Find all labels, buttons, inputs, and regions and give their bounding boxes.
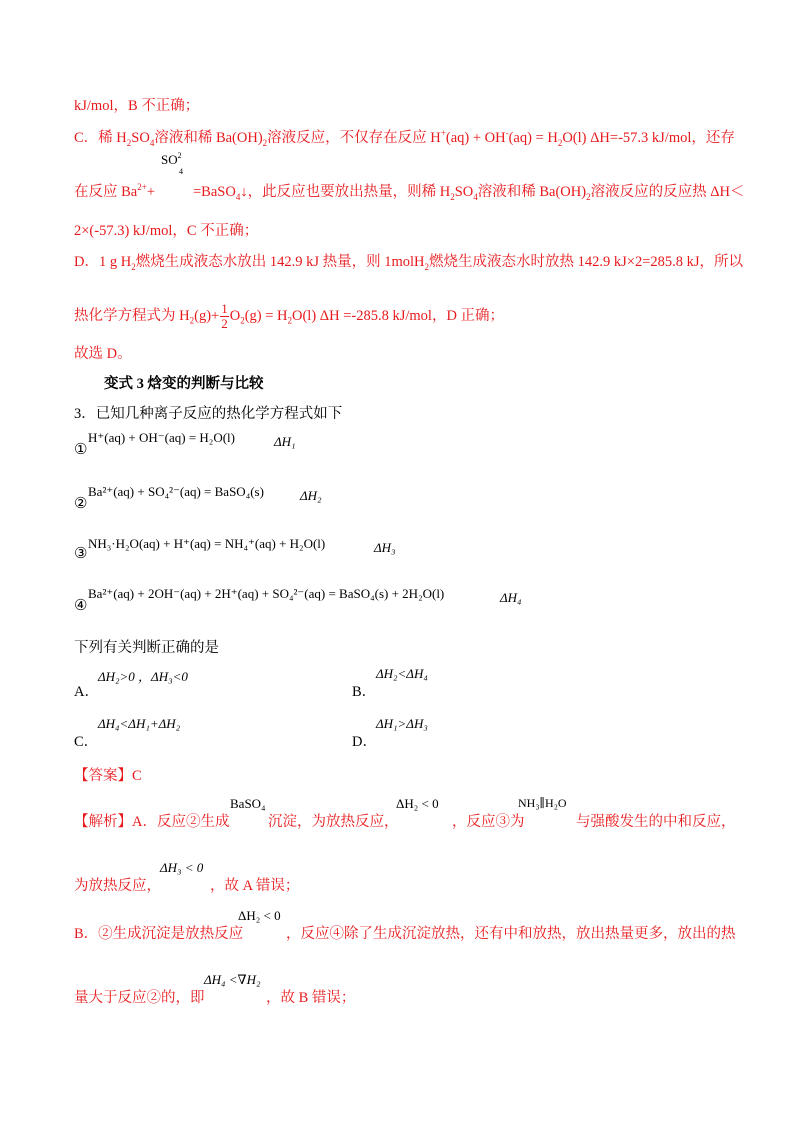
- text-line-4: [74, 221, 258, 241]
- text-line-7: [74, 344, 132, 364]
- option-expr: ΔH₁>ΔH₃: [376, 716, 428, 731]
- t: BaSO₄: [230, 796, 266, 811]
- explanation-line-1: [74, 796, 736, 831]
- t: 2: [240, 315, 245, 326]
- eq-dh: ΔH₃: [374, 540, 396, 555]
- t: 2+: [137, 182, 147, 193]
- explanation-line-3: [74, 908, 736, 943]
- text-l1: kJ/mol，B 不正确；: [74, 98, 200, 114]
- t: 4: [179, 167, 183, 176]
- t: 燃烧生成液态水放出 142.9 kJ 热量，则 1molH: [135, 254, 425, 270]
- fraction-one-half: $\frac{1}{2}$: [221, 301, 228, 331]
- t: ΔH₂ < 0: [396, 796, 439, 811]
- t: (aq) = H: [508, 130, 558, 146]
- option-expr: ΔH₂<ΔH₄: [376, 666, 428, 681]
- t: 溶液和稀 Ba(OH): [477, 184, 587, 200]
- t: 溶液反应，不仅存在反应 H: [267, 130, 441, 146]
- t: 2×(-57.3) kJ/mol，C 不正确；: [74, 223, 259, 239]
- t: ，反应③为: [452, 814, 525, 830]
- explanation-line-4: [74, 972, 356, 1007]
- explanation-line-2: [74, 860, 300, 895]
- t: NH₃∥H₂O: [518, 796, 567, 810]
- option-letter: A．: [74, 684, 99, 700]
- t: 在反应 Ba: [74, 184, 138, 200]
- equation-2: [74, 484, 322, 513]
- t: 热化学方程式为 H: [74, 307, 190, 324]
- t: (g) = H: [244, 307, 288, 324]
- t: 2: [131, 261, 136, 272]
- t: 2: [586, 191, 591, 202]
- t: (aq) + OH: [445, 130, 506, 146]
- eq-formula: H⁺(aq) + OH⁻(aq) = H₂O(l): [88, 430, 235, 445]
- t: 与强酸发生的中和反应，: [576, 814, 736, 830]
- t: 2: [557, 137, 563, 148]
- section-heading: 变式 3 焓变的判断与比较: [104, 376, 264, 392]
- t: 4: [473, 191, 478, 202]
- t: SO: [131, 130, 150, 146]
- t: O(l) ΔH =-285.8 kJ/mol，D 正确；: [292, 307, 505, 324]
- t: -: [505, 128, 509, 139]
- t: O(l) ΔH=-57.3 kJ/mol，还存: [562, 130, 735, 146]
- eq-dh: ΔH₁: [274, 434, 296, 449]
- t: 量大于反应②的，即: [74, 990, 205, 1006]
- eq-number: ②: [74, 496, 88, 512]
- t: $SO^2$: [161, 151, 182, 167]
- equation-3: [74, 536, 396, 563]
- t: =BaSO: [193, 184, 236, 200]
- t: ΔH₃ < 0: [160, 860, 204, 875]
- sulfate-ion: [155, 151, 193, 196]
- t: +: [146, 184, 155, 200]
- eq-number: ④: [74, 598, 88, 614]
- eq-dh: ΔH₂: [300, 488, 322, 503]
- t: 2: [189, 315, 195, 326]
- text-line-6: [74, 302, 504, 331]
- eq-formula: Ba²⁺(aq) + 2OH⁻(aq) + 2H⁺(aq) + SO₄²⁻(aq) = BaSO₄(s) + 2H₂O(l): [88, 586, 445, 601]
- t: ΔH₄ <∇H₂: [204, 972, 261, 987]
- t: 2: [450, 191, 455, 202]
- t: 沉淀，为放热反应，: [268, 814, 399, 830]
- eq-formula: Ba²⁺(aq) + SO₄²⁻(aq) = BaSO₄(s): [88, 484, 264, 499]
- option-expr: ΔH₄<ΔH₁+ΔH₂: [98, 716, 181, 731]
- t: 燃烧生成液态水时放热 142.9 kJ×2=285.8 kJ，所以: [429, 254, 744, 270]
- t: 为放热反应，: [74, 878, 161, 894]
- t: ，反应④除了生成沉淀放热，还有中和放热，放出热量更多，放出的热: [286, 926, 736, 942]
- t: C．稀 H: [74, 130, 127, 146]
- t: ，故 B 错误；: [266, 990, 356, 1006]
- t: 溶液和稀 Ba(OH): [154, 130, 263, 146]
- equation-1: [74, 430, 296, 459]
- t: (g)+: [194, 307, 220, 324]
- t: 4: [235, 191, 241, 202]
- t: O: [229, 307, 241, 324]
- text-line-2: [74, 128, 735, 148]
- option-letter: C．: [74, 734, 99, 750]
- t: 2: [424, 261, 429, 272]
- t: ↓，此反应也要放出热量，则稀 H: [240, 184, 451, 200]
- t: B．②生成沉淀是放热反应: [74, 926, 244, 942]
- question-text: 3．已知几种离子反应的热化学方程式如下: [74, 406, 343, 422]
- t: 2: [287, 315, 292, 326]
- answer-line: 【答案】C: [74, 768, 142, 784]
- t: SO: [454, 184, 474, 200]
- text-line-1: [74, 96, 199, 116]
- equation-4: [74, 586, 522, 615]
- option-expr: ΔH₂>0 ，ΔH₃<0: [98, 669, 188, 684]
- eq-dh: ΔH₄: [500, 590, 522, 605]
- eq-formula: NH₃·H₂O(aq) + H⁺(aq) = NH₄⁺(aq) + H₂O(l): [88, 536, 326, 551]
- t: 溶液反应的反应热 ΔH＜: [590, 184, 745, 200]
- option-letter: B．: [352, 684, 377, 700]
- t: 故选 D。: [74, 346, 132, 362]
- prompt-text: 下列有关判断正确的是: [74, 640, 219, 656]
- text-line-5: [74, 252, 743, 272]
- t: ΔH₂ < 0: [238, 908, 281, 923]
- t: 2: [126, 137, 132, 148]
- text-line-3: [74, 151, 745, 202]
- t: ，故 A 错误；: [210, 878, 300, 894]
- t: 4: [149, 137, 155, 148]
- option-letter: D．: [352, 734, 377, 750]
- eq-number: ①: [74, 442, 88, 458]
- t: +: [440, 128, 446, 139]
- t: D．1 g H: [74, 254, 132, 270]
- eq-number: ③: [74, 546, 88, 562]
- t: 2: [262, 137, 268, 148]
- t: 【解析】A．反应②生成: [74, 814, 230, 830]
